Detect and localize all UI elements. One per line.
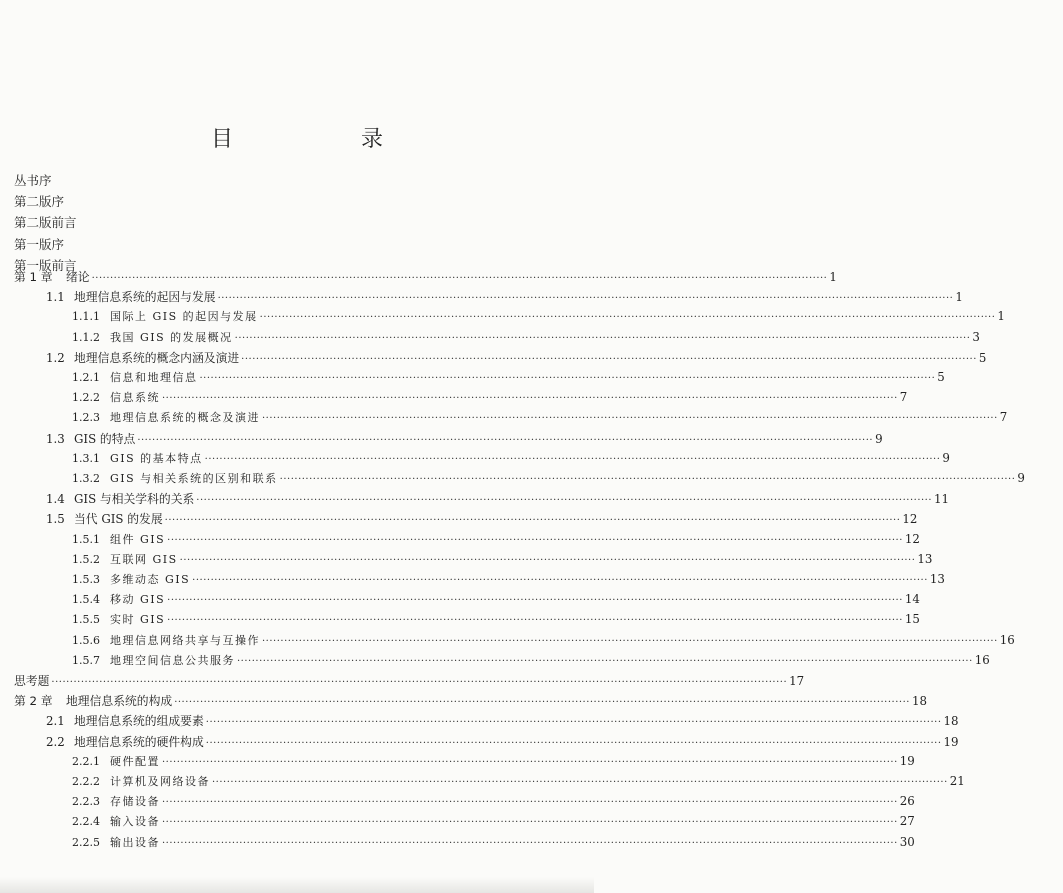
toc-leader-dots: ········································································································································································································ xyxy=(192,575,928,586)
toc-entry-number: 1.2 xyxy=(46,350,65,365)
toc-entry-label xyxy=(72,652,235,668)
toc-leader-dots: ········································································································································································································ xyxy=(196,495,933,507)
toc-entry-label xyxy=(72,369,198,385)
toc-entry-page: 9 xyxy=(875,431,883,446)
toc-entry-title: 信息和地理信息 xyxy=(110,371,198,384)
toc-entry-page: 11 xyxy=(934,492,950,507)
toc-entry-title: 实时 GIS xyxy=(110,613,166,627)
toc-entry[interactable] xyxy=(0,733,959,753)
toc-entry-label xyxy=(14,692,172,709)
toc-entry[interactable] xyxy=(0,692,927,712)
toc-entry-label xyxy=(72,591,165,607)
toc-entry-number: 1.1 xyxy=(46,290,65,305)
toc-entry-label xyxy=(14,672,49,689)
toc-entry-page: 16 xyxy=(999,632,1015,647)
toc-leader-dots: ········································································································································································································ xyxy=(205,717,942,729)
toc-entry-title: 绪论 xyxy=(66,270,90,284)
toc-entry[interactable] xyxy=(0,753,915,773)
toc-entry-page: 14 xyxy=(904,592,920,607)
toc-leader-dots: ········································································································································································································ xyxy=(137,434,874,446)
toc-entry-label xyxy=(72,531,165,547)
toc-entry-title: 思考题 xyxy=(14,674,50,688)
toc-entry-title: 信息系统 xyxy=(110,391,160,405)
toc-entry-page: 15 xyxy=(904,612,920,627)
toc-leader-dots: ········································································································································································································ xyxy=(241,353,977,365)
toc-entry[interactable] xyxy=(0,490,950,510)
toc-leader-dots: ········································································································································································································ xyxy=(162,756,898,768)
toc-entry[interactable] xyxy=(0,531,920,551)
toc-leader-dots: ········································································································································································································ xyxy=(259,312,996,324)
toc-entry-title: 多维动态 GIS xyxy=(110,573,191,586)
toc-entry-number: 1.1.2 xyxy=(72,330,100,344)
toc-entry-page: 5 xyxy=(978,350,987,365)
toc-entry-page: 21 xyxy=(949,774,965,788)
toc-entry-title: 地理空间信息公共服务 xyxy=(110,653,235,667)
toc-entry-number: 2.2.2 xyxy=(72,775,100,788)
toc-entry-label xyxy=(72,409,260,425)
toc-entry-number: 1.5.2 xyxy=(72,552,100,566)
toc-entry-page: 30 xyxy=(899,834,915,849)
toc-entry-number: 第 1 章 xyxy=(14,270,53,284)
toc-entry-title: 存储设备 xyxy=(110,795,160,809)
front-matter-item[interactable]: 第二版序 xyxy=(14,194,65,210)
toc-entry-number: 1.5.5 xyxy=(72,613,100,627)
toc-entry-page: 13 xyxy=(929,572,945,586)
toc-entry-page: 26 xyxy=(899,794,915,809)
toc-entry-label xyxy=(46,510,163,527)
toc-entry-title: 互联网 GIS xyxy=(110,552,178,566)
toc-leader-dots: ········································································································································································································ xyxy=(234,332,971,344)
toc-entry[interactable] xyxy=(0,288,963,308)
toc-entry-number: 1.5.7 xyxy=(72,653,100,667)
toc-entry-number: 1.4 xyxy=(46,492,65,507)
toc-entry[interactable] xyxy=(0,712,959,732)
toc-entry-page: 7 xyxy=(899,390,908,405)
toc-entry[interactable] xyxy=(0,510,918,530)
toc-entry-number: 1.2.1 xyxy=(72,371,100,384)
toc-entry-number: 第 2 章 xyxy=(14,694,53,709)
toc-leader-dots: ········································································································································································································ xyxy=(217,293,954,305)
page-edge xyxy=(0,877,594,893)
toc-entry-label xyxy=(72,773,210,789)
toc-leader-dots: ········································································································································································································ xyxy=(162,817,898,829)
toc-leader-dots: ········································································································································································································ xyxy=(91,273,828,284)
toc-leader-dots: ········································································································································································································ xyxy=(167,615,903,627)
toc-entry-number: 1.5.1 xyxy=(72,532,100,546)
toc-entry-number: 2.2.3 xyxy=(72,795,100,809)
toc-entry-label xyxy=(72,611,165,627)
toc-entry[interactable] xyxy=(0,349,987,369)
toc-entry-number: 1.2.2 xyxy=(72,391,100,405)
toc-entry-number: 2.2.1 xyxy=(72,754,100,768)
toc-entry-page: 13 xyxy=(917,551,933,566)
toc-entry[interactable] xyxy=(0,329,980,349)
toc-entry-title: 输出设备 xyxy=(110,835,160,849)
toc-leader-dots: ········································································································································································································ xyxy=(51,677,788,688)
toc-entry[interactable] xyxy=(0,834,915,854)
toc-entry-title: 计算机及网络设备 xyxy=(110,775,210,788)
toc-leader-dots: ········································································································································································································ xyxy=(174,697,910,709)
toc-entry-label xyxy=(72,308,258,324)
toc-entry-page: 27 xyxy=(899,814,915,829)
toc-entry-title: 硬件配置 xyxy=(110,754,160,768)
front-matter-list xyxy=(14,170,77,276)
toc-entry-number: 1.1.1 xyxy=(72,310,100,324)
toc-entry-label xyxy=(72,753,160,769)
toc-leader-dots: ········································································································································································································ xyxy=(162,837,898,849)
toc-entry-number: 2.1 xyxy=(46,714,65,729)
toc-entry[interactable] xyxy=(0,611,920,631)
front-matter-item[interactable]: 第二版前言 xyxy=(14,215,77,231)
toc-entry-number: 2.2.5 xyxy=(72,835,100,849)
toc-entry-page: 18 xyxy=(911,694,927,709)
toc-entry-title: 地理信息系统的构成 xyxy=(66,694,173,709)
toc-entry-number: 1.5 xyxy=(46,512,65,527)
toc-leader-dots: ········································································································································································································ xyxy=(279,474,1016,485)
toc-leader-dots: ········································································································································································································ xyxy=(204,453,941,465)
toc-leader-dots: ········································································································································································································ xyxy=(164,515,901,527)
toc-entry-title: 地理信息网络共享与互操作 xyxy=(110,633,260,647)
toc-entry[interactable] xyxy=(0,571,945,591)
toc-entry-page: 1 xyxy=(955,290,963,305)
toc-entry-page: 19 xyxy=(899,753,915,768)
toc-entry-label xyxy=(46,430,135,447)
toc-entry[interactable] xyxy=(0,632,1015,652)
toc-entry[interactable] xyxy=(0,268,837,288)
toc-entry-title: GIS 的特点 xyxy=(74,431,136,446)
toc-entry[interactable] xyxy=(0,672,805,692)
toc-entry-number: 2.2.4 xyxy=(72,815,100,829)
toc-entry[interactable] xyxy=(0,389,908,409)
toc-entry-title: GIS 的基本特点 xyxy=(110,451,203,465)
toc-entry-title: 地理信息系统的组成要素 xyxy=(74,714,204,729)
toc-entry-label xyxy=(72,470,278,486)
toc-entry-label xyxy=(72,389,160,405)
toc-entry-label xyxy=(46,712,204,729)
toc-entry-label xyxy=(46,733,204,750)
toc-leader-dots: ········································································································································································································ xyxy=(167,595,903,607)
toc-entry-title: 输入设备 xyxy=(110,815,160,829)
toc-entry[interactable] xyxy=(0,409,1008,429)
toc-entry[interactable] xyxy=(0,591,920,611)
toc-entry-label xyxy=(72,329,233,345)
toc-entry[interactable] xyxy=(0,652,990,672)
toc-entry-title: 国际上 GIS 的起因与发展 xyxy=(110,310,258,324)
toc-entry[interactable] xyxy=(0,369,945,389)
toc-entry-title: 当代 GIS 的发展 xyxy=(74,512,163,527)
toc-entry-page: 5 xyxy=(937,370,945,384)
toc-entry-label xyxy=(72,793,160,809)
front-matter-item[interactable]: 丛书序 xyxy=(14,173,52,188)
toc-entry-page: 1 xyxy=(829,270,837,284)
toc-entry[interactable] xyxy=(0,430,883,450)
page-title: 目 录 xyxy=(210,127,411,152)
toc-entry-label xyxy=(72,834,160,850)
toc-entry-number: 1.3.2 xyxy=(72,472,100,485)
toc-leader-dots: ········································································································································································································ xyxy=(262,413,998,425)
toc-leader-dots: ········································································································································································································ xyxy=(237,655,973,667)
toc-entry[interactable] xyxy=(0,813,915,833)
toc-entry[interactable] xyxy=(0,450,950,470)
toc-leader-dots: ········································································································································································································ xyxy=(262,635,998,647)
toc-entry-label xyxy=(46,490,194,507)
toc-entry-title: GIS 与相关系统的区别和联系 xyxy=(110,472,278,485)
toc-entry-page: 12 xyxy=(904,531,920,546)
toc-leader-dots: ········································································································································································································ xyxy=(162,797,898,809)
toc-entry-label xyxy=(46,288,216,305)
toc-entry-page: 3 xyxy=(972,329,980,344)
toc-entry-page: 1 xyxy=(997,309,1005,324)
toc-entry-title: 我国 GIS 的发展概况 xyxy=(110,330,233,344)
toc-leader-dots: ········································································································································································································ xyxy=(167,534,903,546)
toc-leader-dots: ········································································································································································································ xyxy=(212,777,948,788)
toc-entry-page: 18 xyxy=(943,714,959,729)
toc-entry-title: 地理信息系统的概念及演进 xyxy=(110,411,260,425)
toc-entry-number: 1.3 xyxy=(46,431,65,446)
toc-entry[interactable] xyxy=(0,551,933,571)
toc-entry-page: 7 xyxy=(999,410,1008,425)
toc-entry-label xyxy=(72,571,190,587)
toc-entry-page: 16 xyxy=(974,652,990,667)
toc-leader-dots: ········································································································································································································ xyxy=(199,373,936,384)
toc-entry-title: GIS 与相关学科的关系 xyxy=(74,492,195,507)
toc-entry[interactable] xyxy=(0,308,1005,328)
toc-entry-page: 9 xyxy=(1017,471,1025,485)
toc-entry-number: 1.5.4 xyxy=(72,593,100,607)
toc-entry-page: 19 xyxy=(943,734,959,749)
toc-entry[interactable] xyxy=(0,773,965,793)
toc-entry-number: 1.5.3 xyxy=(72,573,100,586)
toc-entry-label xyxy=(72,551,178,567)
front-matter-item[interactable]: 第一版前言 xyxy=(14,257,77,273)
toc-entry-title: 地理信息系统的硬件构成 xyxy=(74,734,204,749)
toc-leader-dots: ········································································································································································································ xyxy=(179,554,916,566)
toc-entry-title: 组件 GIS xyxy=(110,532,166,546)
toc-entry-number: 1.3.1 xyxy=(72,451,100,465)
toc-leader-dots: ········································································································································································································ xyxy=(162,393,898,405)
toc-entry[interactable] xyxy=(0,470,1025,490)
toc-entry-number: 1.5.6 xyxy=(72,633,100,647)
toc-entry-label xyxy=(72,450,203,466)
toc-entry-label xyxy=(72,632,260,648)
toc-entry-page: 12 xyxy=(902,512,918,527)
toc-entry-label xyxy=(46,349,239,366)
toc-entry-label xyxy=(72,813,160,829)
toc-entry-page: 17 xyxy=(789,674,805,688)
front-matter-item[interactable]: 第一版序 xyxy=(14,236,65,252)
toc-entry[interactable] xyxy=(0,793,915,813)
toc-leader-dots: ········································································································································································································ xyxy=(205,737,942,749)
toc-entry-number: 1.2.3 xyxy=(72,411,100,425)
toc-entry-number: 2.2 xyxy=(46,734,65,749)
toc-entry-label xyxy=(14,268,90,285)
toc-entry-title: 地理信息系统的概念内涵及演进 xyxy=(74,350,240,365)
toc-entry-title: 地理信息系统的起因与发展 xyxy=(74,290,216,305)
toc-entry-title: 移动 GIS xyxy=(110,593,166,607)
toc-entry-page: 9 xyxy=(942,450,950,465)
